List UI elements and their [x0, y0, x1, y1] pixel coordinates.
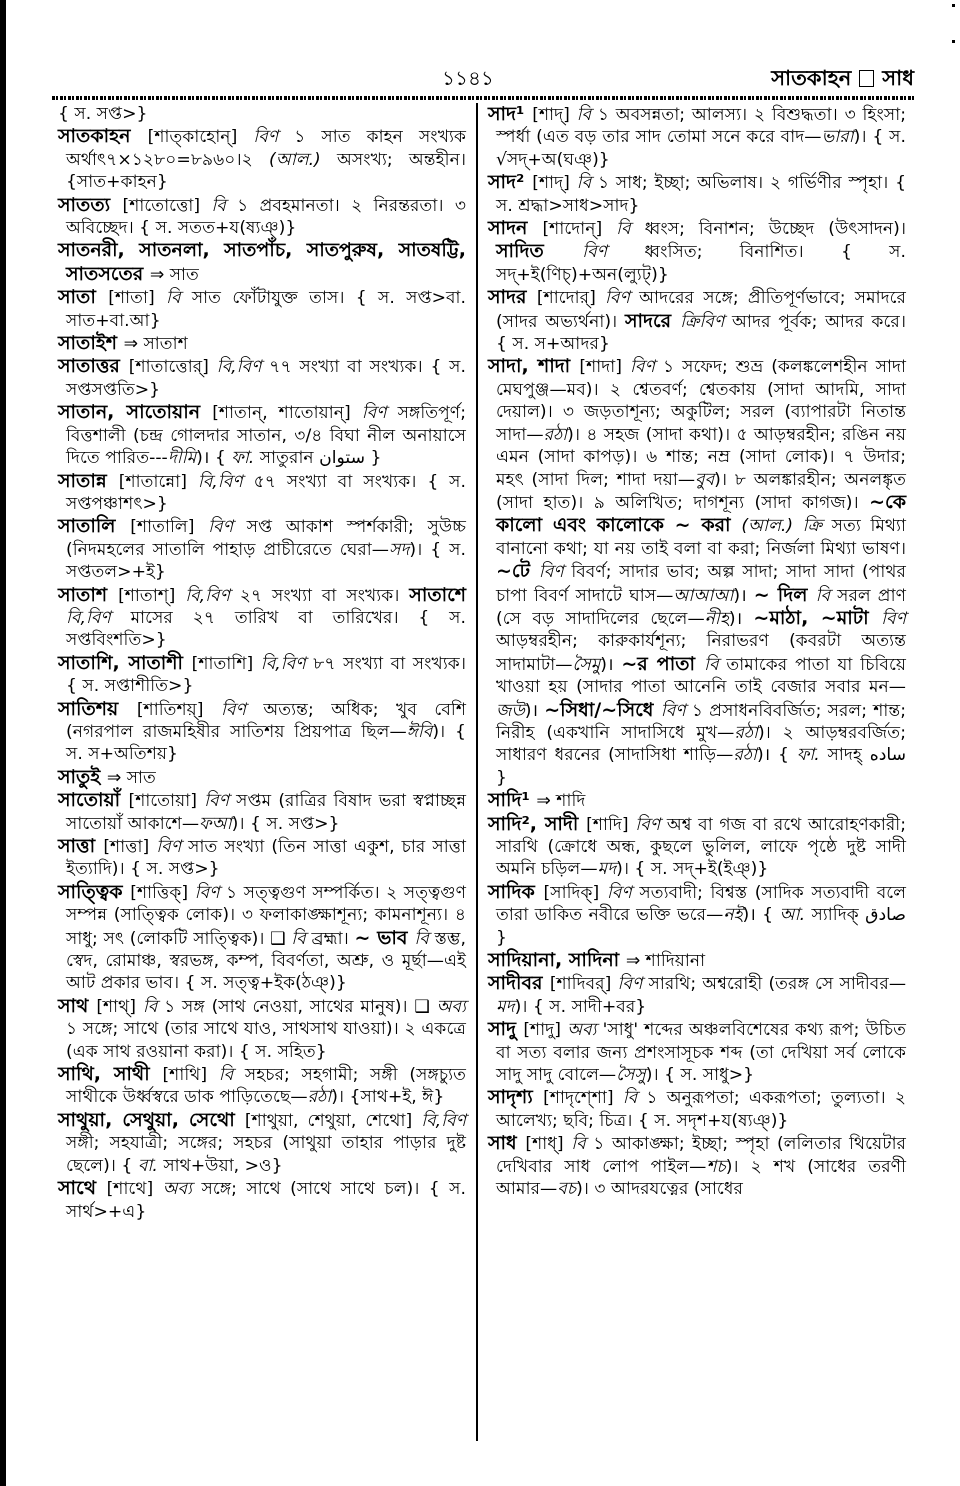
definition-text: [শাত্কাহোন্] [147, 127, 254, 148]
definition-text: [শাত্তিক্] [130, 882, 195, 903]
guide-words [771, 62, 914, 97]
dictionary-entry [488, 103, 906, 171]
dictionary-entry [58, 239, 466, 286]
definition-text: )। { [742, 905, 780, 926]
grammar-label: বি [576, 173, 598, 194]
grammar-label: ক্রিবিণ [680, 311, 733, 332]
definition-text: [শাদি] [586, 814, 636, 835]
definition-text: সহচর; সহগামী; সঙ্গী (সঙ্গচ্যুত সাথীকে উর্ধ্বস্বরে ডাক পাড়িতেছে— [66, 1065, 466, 1108]
grammar-label: বি [571, 1134, 594, 1155]
definition-text: সঙ্গতিপূর্ণ; বিত্তশালী (চন্দ্র গোলদার সাতান, ৩/৪ বিঘা নীল অনায়াসে দিতে পারিত--- [66, 403, 466, 469]
definition-text: [শাদ্] [532, 173, 577, 194]
definition-text: ধ্বংসিত; বিনাশিত। { স. সদ্+ই(ণিচ্)+অন(ল্যুট্)} [496, 242, 906, 285]
definition-text: ৭৭ সংখ্যা বা সংখ্যক। { স. সপ্তসপ্ততি>} [66, 357, 466, 400]
grammar-label: বিণ [635, 814, 667, 835]
column-divider [476, 103, 478, 1441]
grammar-label: বিণ [605, 288, 640, 309]
definition-text: ১ সফেদ; শুভ্র (কলঙ্কলেশহীন সাদা মেঘপুঞ্জ—মব)। ২ শ্বেতবর্ণ; শ্বেতকায় (সাদা আদমি, সাদা দেয়াল)। ৩ জড়তাশূন্য; অকুটিল; সরল (ব্যাপারটা নিতান্ত সাদা— [496, 357, 907, 445]
grammar-label: (আল.) [269, 149, 337, 170]
grammar-label: বিণ [881, 608, 906, 629]
definition-text: স্যাদিক্ صادق } [496, 905, 906, 948]
grammar-label: বি [218, 1065, 245, 1086]
definition-text: )। {সাথ+ই, ঈ} [331, 1087, 445, 1108]
definition-text: [শাদ্] [532, 105, 577, 125]
headword: ~টে [496, 560, 539, 583]
definition-text: ১ সঙ্গ (সাথ নেওয়া, সাথের মানুষ)। ❑ [164, 996, 437, 1017]
definition-text: সাত সংখ্যা (তিন সাত্তা একুশ, চার সাত্তা ইত্যাদি)। { স. সপ্ত>} [66, 837, 466, 880]
grammar-label: বিণ [204, 791, 237, 812]
headword: সাদি², সাদী [488, 812, 587, 835]
definition-text: )। { স. সাধু>} [645, 1065, 755, 1086]
headword: সাথে [58, 1177, 107, 1200]
definition-text: ১ সত্ত্বগুণ সম্পর্কিত। ২ সত্ত্বগুণ সম্পন্ন (সাত্ত্বিক লোক)। ৩ ফলাকাঙ্ক্ষাশূন্য; কামনাশূন্য। ৪ সাধু; সৎ (লোকটি সাত্ত্বিক)। ❑ [66, 882, 466, 949]
grammar-label: বি [616, 219, 645, 240]
headword: সাদি¹ [488, 789, 537, 812]
headword: সাদা, শাদা [488, 355, 580, 378]
dictionary-entry [58, 125, 466, 193]
grammar-label: অব্য [567, 1020, 603, 1041]
headword: সাতুই [58, 765, 107, 788]
dictionary-entry [58, 835, 466, 881]
headword: সাতান্ন [58, 469, 119, 492]
headword: সাতাশ [58, 583, 119, 606]
headword: সাতাত্তর [58, 355, 129, 378]
grammar-label: বি,বিণ [421, 1110, 467, 1131]
definition-text: )। [524, 700, 545, 721]
grammar-label: বি,বিণ [216, 357, 270, 378]
headword: সাদন [488, 217, 543, 240]
definition-text: )। { স. সপ্ত>} [231, 813, 340, 834]
grammar-label: বি [291, 928, 312, 949]
grammar-label: বিণ [617, 974, 649, 995]
dictionary-entry [488, 1018, 906, 1086]
headword: সাথ [58, 994, 97, 1017]
grammar-label: বি,বিণ [66, 607, 131, 628]
grammar-label: বিণ [538, 562, 572, 583]
definition-text: [শাথ্] [96, 996, 143, 1017]
headword: সাদিত [496, 240, 583, 263]
definition-text: [শাতাশ্] [118, 585, 186, 606]
grammar-label: বিণ [221, 699, 264, 720]
grammar-label: মদ [597, 859, 617, 880]
dictionary-entry [488, 1086, 906, 1132]
definition-text: আড়ম্বরহীন; কারুকার্যশূন্য; নিরাভরণ (কবরটা অত্যন্ত সাদামাটা— [496, 631, 906, 675]
definition-text: ৫৭ সংখ্যা বা সংখ্যক। { স. সপ্তপঞ্চাশৎ>} [66, 471, 466, 514]
headword: সাদু [488, 1018, 524, 1041]
dictionary-entry [58, 584, 466, 652]
definition-text: ⇒ শাদিয়ানা [625, 951, 706, 972]
definition-text: [শাদৃশ্শো] [543, 1088, 623, 1109]
definition-text: আদর পূর্বক; আদর করে। { স. স+আদর} [496, 311, 906, 355]
definition-text: সত্য মিথ্যা বানানো কথা; যা নয় তাই বলা বা করা; নির্জলা মিথ্যা ভাষণ। [496, 516, 906, 559]
definition-text: ⇒ শাদি [536, 791, 586, 812]
dictionary-entry [58, 766, 466, 789]
grammar-label: ঈবি [406, 721, 433, 742]
definition-text: )। { [756, 745, 797, 766]
definition-text: )। [728, 608, 754, 629]
definition-text: মাসের ২৭ তারিখ বা তারিখের। { স. সপ্তবিংশতি>} [66, 607, 466, 651]
definition-text: [শাত্তা] [103, 837, 157, 857]
grammar-label: ফা. [796, 745, 828, 766]
grammar-label: বচ [557, 1179, 577, 1200]
scan-edge [0, 0, 6, 1486]
headword: সাতাইশ [58, 332, 124, 355]
headword: সাতনরী, সাতনলা, সাতপাঁচ, সাতপুরুষ, সাতষট্টি, সাতসতের [58, 239, 466, 285]
grammar-label: বিণ [361, 403, 398, 424]
grammar-label: বি [704, 654, 727, 675]
scan-speck [952, 4, 955, 7]
dictionary-entry [58, 515, 466, 583]
headword: সাতোয়াঁ [58, 789, 129, 812]
headword: ~মাঠা, ~মাটা [753, 606, 882, 629]
definition-text: [শাতিশয়্] [136, 699, 222, 720]
definition-text: )। ২ আড়ম্বরবর্জিত; সাধারণ ধরনের (সাদাসিধা শাড়ি— [496, 722, 906, 766]
definition-text: সাথ+উয়া, >ও} [163, 1155, 283, 1176]
headword: সাদ² [488, 171, 533, 194]
definition-text: ১ আকাঙ্ক্ষা; ইচ্ছা; স্পৃহা (ললিতার থিয়েটার দেখিবার সাধ লোপ পাইল— [496, 1134, 907, 1177]
headword: ~ দিল [753, 583, 816, 606]
grammar-label: বি [815, 585, 838, 606]
headword: ~ ভাব [354, 926, 415, 949]
definition-text: )। { স. সপ্ততল>+ই} [66, 539, 466, 583]
definition-text: )। ২ শখ (সাধের তরণী আমার— [496, 1156, 906, 1200]
grammar-label: বি,বিণ [185, 585, 240, 606]
definition-text: ১ সাত কাহন সংখ্যক অর্থাৎ৭×১২৮০=৮৯৬০।২ [66, 127, 466, 170]
headword: সাদীবর [488, 972, 550, 995]
grammar-label: ফআ [199, 813, 232, 834]
grammar-label: ভারা [821, 127, 854, 148]
grammar-label: রঠা [734, 722, 758, 743]
definition-text: )। { [196, 448, 232, 469]
grammar-label: ফা. [231, 448, 260, 469]
definition-text: [শাদা] [579, 357, 631, 378]
definition-text: ⇒ সাত [106, 767, 156, 788]
dictionary-entry [488, 972, 906, 1018]
definition-text: সাদহ্ ساده } [496, 745, 906, 788]
dictionary-entry [58, 355, 466, 401]
headword: সাতান, সাতোয়ান [58, 401, 213, 424]
grammar-label: শচ [706, 1156, 726, 1177]
grammar-label: দীমি [167, 448, 197, 469]
headword: সাতত্য [58, 193, 123, 216]
definition-text: অসংখ্য; অন্তহীন। {সাত+কাহন} [66, 149, 467, 193]
dictionary-entry [58, 1063, 466, 1109]
grammar-label: সদ [388, 539, 410, 560]
grammar-label: বিণ [208, 517, 247, 538]
dictionary-entry [488, 949, 906, 972]
dictionary-entry [58, 103, 466, 125]
grammar-label: বিণ [582, 242, 645, 263]
definition-text: [শাদোর্] [536, 288, 606, 309]
definition-text: স্তম্ভ, স্বেদ, রোমাঞ্চ, স্বরভঙ্গ, কম্প, বিবর্ণতা, অশ্রু, ও মূর্ছা—এই আট প্রকার ভাব। { স. সত্ত্ব+ইক(ঠঞ্)} [66, 928, 466, 994]
definition-text: সঙ্গে; সাথে (সাথে সাথে চল)। { স. সার্থ>+এ} [66, 1179, 466, 1222]
definition-text: [শাতান্নো] [118, 471, 198, 492]
definition-text: [শাতা] [108, 288, 167, 309]
headword: ~কে কালো এবং কালোকে ~ করা [496, 490, 906, 537]
headword: সাধ [488, 1132, 526, 1155]
grammar-label: সৈসু [616, 1065, 646, 1086]
dictionary-entry [488, 171, 906, 217]
definition-text: ৮৭ সংখ্যা বা সংখ্যক। { স. সপ্তাশীতি>} [66, 653, 466, 697]
dictionary-entry [58, 789, 466, 835]
definition-text: ১ প্রবহমানতা। ২ নিরন্তরতা। ৩ অবিচ্ছেদ। { স. সতত+য(ষ্যঞ্)} [66, 195, 466, 239]
grammar-label: বা. [137, 1155, 164, 1176]
grammar-label: জউ [496, 700, 525, 721]
definition-text: আদরের সঙ্গে; প্রীতিপূর্ণভাবে; সমাদরে (সাদর অভ্যর্থনা)। [496, 288, 907, 332]
dictionary-entry [58, 652, 466, 698]
grammar-label: বি [211, 195, 238, 216]
headword: সাতা [58, 286, 109, 309]
dictionary-entry [488, 813, 906, 881]
dictionary-entry [488, 355, 906, 789]
right-column [488, 103, 906, 1201]
dictionary-entry [58, 1109, 466, 1177]
headword: সাতাশি, সাতাশী [58, 651, 192, 674]
dictionary-entry [488, 789, 906, 812]
definition-text: সারথি; অশ্বরোহী (তরঙ্গ সে সাদীবর— [648, 974, 907, 995]
headword: ~সিধা/~সিধে [544, 698, 661, 721]
grammar-label: রঠা [543, 424, 568, 445]
definition-text: )। { স. সাদী+বর} [514, 996, 647, 1017]
definition-text: )। { স. √সদ্+অ(ঘঞ্)} [496, 127, 906, 170]
definition-text: 'সাধু' শব্দের অঞ্চলবিশেষের কথ্য রূপ; উচিত বা সত্য বলার জন্য প্রশংসাসূচক শব্দ (তা দেখিয়া সর্ব লোকে সাদু সাদু বোলে— [496, 1020, 906, 1086]
guide-word-first: সাতকাহন [771, 66, 852, 90]
definition-text: [শাথি] [162, 1065, 219, 1086]
grammar-label: অব্য [162, 1179, 202, 1200]
headword: সাদ¹ [488, 103, 533, 125]
definition-text: )। ৪ সহজ (সাদা কথা)। ৫ আড়ম্বরহীন; রঙিন নয় এমন (সাদা কাপড়)। ৬ শান্ত; নম্র (সাদা লোক)। ৭ উদার; মহৎ (সাদা দিল; শাদা দয়া— [496, 424, 906, 490]
definition-text: )। ৮ অলঙ্কারহীন; অনলঙ্কৃত (সাদা হাত)। ৯ অলিখিত; দাগশূন্য (সাদা কাগজ)। [496, 469, 906, 513]
definition-text: )। { স. সদ্+ই(ইঞ্)} [616, 859, 769, 880]
grammar-label: বিণ [606, 882, 640, 903]
definition-text: [শাদোন্] [542, 219, 617, 240]
headword: সাথুয়া, সেথুয়া, সেথো [58, 1108, 245, 1131]
definition-text: সপ্তম (রাত্রির বিষাদ ভরা স্বপ্নাচ্ছন্ন সাতোয়াঁ আকাশে— [66, 791, 467, 834]
definition-text: ⇒ সাতাশ [123, 334, 188, 355]
grammar-label: বি [622, 1088, 647, 1109]
headword: সাদর [488, 286, 537, 309]
definition-text: অত্যন্ত; অধিক; খুব বেশি (নগরপাল রাজমহিষীর সাতিশয় প্রিয়পাত্র ছিল— [66, 699, 466, 742]
dictionary-entry [488, 286, 906, 355]
definition-text: [শাতান্, শাতোয়ান্] [212, 403, 362, 424]
dictionary-entry [58, 1177, 466, 1223]
grammar-label: বুব [695, 469, 715, 490]
headword: ~র পাতা [621, 652, 705, 675]
headword: সাত্তা [58, 835, 104, 857]
headword: সাদরে [625, 309, 681, 332]
dictionary-entry [488, 1132, 906, 1200]
dictionary-entry [58, 401, 466, 469]
definition-text: সরল প্রাণ (সে বড় সাদাদিলের ছেলে— [496, 585, 906, 629]
definition-text: সঙ্গী; সহযাত্রী; সঙ্গের; সহচর (সাথুয়া তাহার পাড়ার দুষ্ট ছেলে)। { [66, 1133, 466, 1176]
headword: সাদিক [488, 880, 544, 903]
grammar-label: রঠা [307, 1087, 332, 1108]
headword: সাতালি [58, 515, 131, 538]
definition-text: তামাকের পাতা যা চিবিয়ে খাওয়া হয় (সাদার পাতা আনেনি তাই বেজার সবার মন— [496, 654, 906, 698]
grammar-label: রঠা [733, 745, 757, 766]
definition-text: সপ্ত আকাশ স্পর্শকারী; সুউচ্চ (নিদমহলের সাতালি পাহাড় প্রাচীরেতে ঘেরা— [66, 517, 466, 560]
grammar-label: বি,বিণ [197, 471, 254, 492]
headword: সাদিয়ানা, সাদিনা [488, 949, 626, 972]
grammar-label: বি [414, 928, 435, 949]
dictionary-entry [488, 217, 906, 286]
grammar-label: বিণ [630, 357, 663, 378]
headword: সাতিশয় [58, 697, 137, 720]
grammar-label: বিণ [660, 700, 692, 721]
header-rule [52, 96, 914, 100]
grammar-label: বি,বিণ [260, 653, 314, 674]
headword: সাথি, সাথী [58, 1063, 163, 1086]
definition-text: অশ্ব বা গজ বা রথে আরোহণকারী; সারথি (ক্রোধে অন্ধ, কুছলে ভুলিল, লাফে পৃষ্ঠে দুষ্ট সাদী অমনি চড়িল— [496, 814, 906, 880]
dictionary-entry [58, 332, 466, 355]
definition-text: [শাতাশি] [191, 653, 261, 674]
grammar-label: বিণ [156, 837, 189, 857]
definition-text: [শাতোয়া] [128, 791, 205, 812]
dictionary-entry [58, 194, 466, 240]
definition-text: বিবর্ণ; সাদার ভাব; অল্প সাদা; সাদা সাদা (পাথর চাপা বিবর্ণ সাদাটে ঘাস— [496, 562, 906, 606]
grammar-label: নীহ [704, 608, 729, 629]
definition-text: ২৭ সংখ্যা বা সংখ্যক। [239, 585, 410, 606]
grammar-label: আ. [779, 905, 812, 926]
grammar-label: (আল.) ক্রি [741, 516, 832, 537]
grammar-label: সৈমু [572, 654, 601, 675]
definition-text: ১ সঙ্গে; সাথে (তার সাথে যাও, সাথসাথ যাওয়া)। ২ একত্রে (এক সাথ রওয়ানা করা)। { স. সহিত} [66, 1019, 466, 1062]
grammar-label: মদ [496, 996, 515, 1017]
definition-text: ১ অনুরূপতা; একরূপতা; তুল্যতা। ২ আলেখ্য; ছবি; চিত্র। { স. সদৃশ+য(ষ্যঞ্)} [496, 1088, 906, 1131]
definition-text: { স. সপ্ত>} [58, 104, 148, 124]
dictionary-entry [58, 698, 466, 766]
definition-text: ১ প্রসাধনবিবর্জিত; সরল; শান্ত; নিরীহ (একখানি সাদাসিধে মুখ— [496, 700, 907, 743]
headword: সাতাশে [409, 583, 466, 606]
definition-text: ১ অবসন্নতা; আলস্য। ২ বিশুদ্ধতা। ৩ হিংসা; স্পর্ধা (এত বড় তার সাদ তোমা সনে করে বাদ— [496, 105, 906, 148]
definition-text: [শাথে] [106, 1179, 163, 1200]
headword: সাত্ত্বিক [58, 880, 131, 903]
grammar-label: অব্য [436, 996, 466, 1017]
grammar-label: বিণ [253, 127, 295, 148]
dictionary-entry [488, 881, 906, 949]
grammar-label: বি [166, 288, 192, 309]
definition-text: [শাদিবর্] [549, 974, 618, 995]
dictionary-entry [58, 470, 466, 516]
guide-word-last: সাধ [882, 66, 914, 90]
definition-text: ⇒ সাত [149, 264, 199, 285]
dictionary-entry [58, 881, 466, 995]
definition-text: ব্রহ্মা। [311, 928, 355, 949]
definition-text: [শাতোত্তো] [122, 195, 212, 216]
definition-text: সাত ফোঁটাযুক্ত তাস। { স. সপ্ত>বা. সাত+বা.আ} [66, 288, 466, 331]
headword: সাতকাহন [58, 125, 148, 148]
definition-text: [শাতালি] [130, 517, 209, 538]
grammar-label: বি [576, 105, 598, 125]
definition-text: সাতুরান ستوان } [259, 448, 382, 469]
separator-box-icon [859, 70, 874, 87]
grammar-label: নই [723, 905, 743, 926]
page-header [52, 62, 914, 96]
definition-text: [শাদু] [523, 1020, 568, 1041]
definition-text: ১ সাধ; ইচ্ছা; অভিলাষ। ২ গর্ভিণীর স্পৃহা। { স. শ্রদ্ধা>সাধ>সাদ} [496, 173, 907, 216]
grammar-label: আআআ [673, 585, 734, 606]
headword: সাদৃশ্য [488, 1086, 544, 1109]
definition-text: [সাদিক্] [543, 882, 607, 903]
definition-text: ধ্বংস; বিনাশন; উচ্ছেদ (উৎসাদন)। [644, 219, 907, 240]
grammar-label: বি [142, 996, 165, 1017]
scan-speck [952, 40, 955, 43]
left-column [58, 103, 466, 1223]
definition-text: )। ৩ আদরযত্নের (সাধের [576, 1179, 743, 1200]
dictionary-entry [58, 995, 466, 1063]
definition-text: সত্যবাদী; বিশ্বস্ত (সাদিক সত্যবাদী বলে তারা ডাকিত নবীরে ভক্তি ভরে— [496, 882, 907, 926]
definition-text: [শাথুয়া, শেথুয়া, শেথো] [244, 1110, 422, 1131]
definition-text: )। [733, 585, 754, 606]
dictionary-entry [58, 286, 466, 332]
definition-text: )। { স. স+অতিশয়} [66, 721, 466, 765]
definition-text: [শাধ্] [525, 1134, 572, 1155]
page-number: ১১৪১ [442, 66, 494, 90]
grammar-label: বিণ [194, 882, 227, 903]
definition-text: [শাতাত্তোর্] [128, 357, 217, 378]
definition-text: )। [600, 654, 622, 675]
